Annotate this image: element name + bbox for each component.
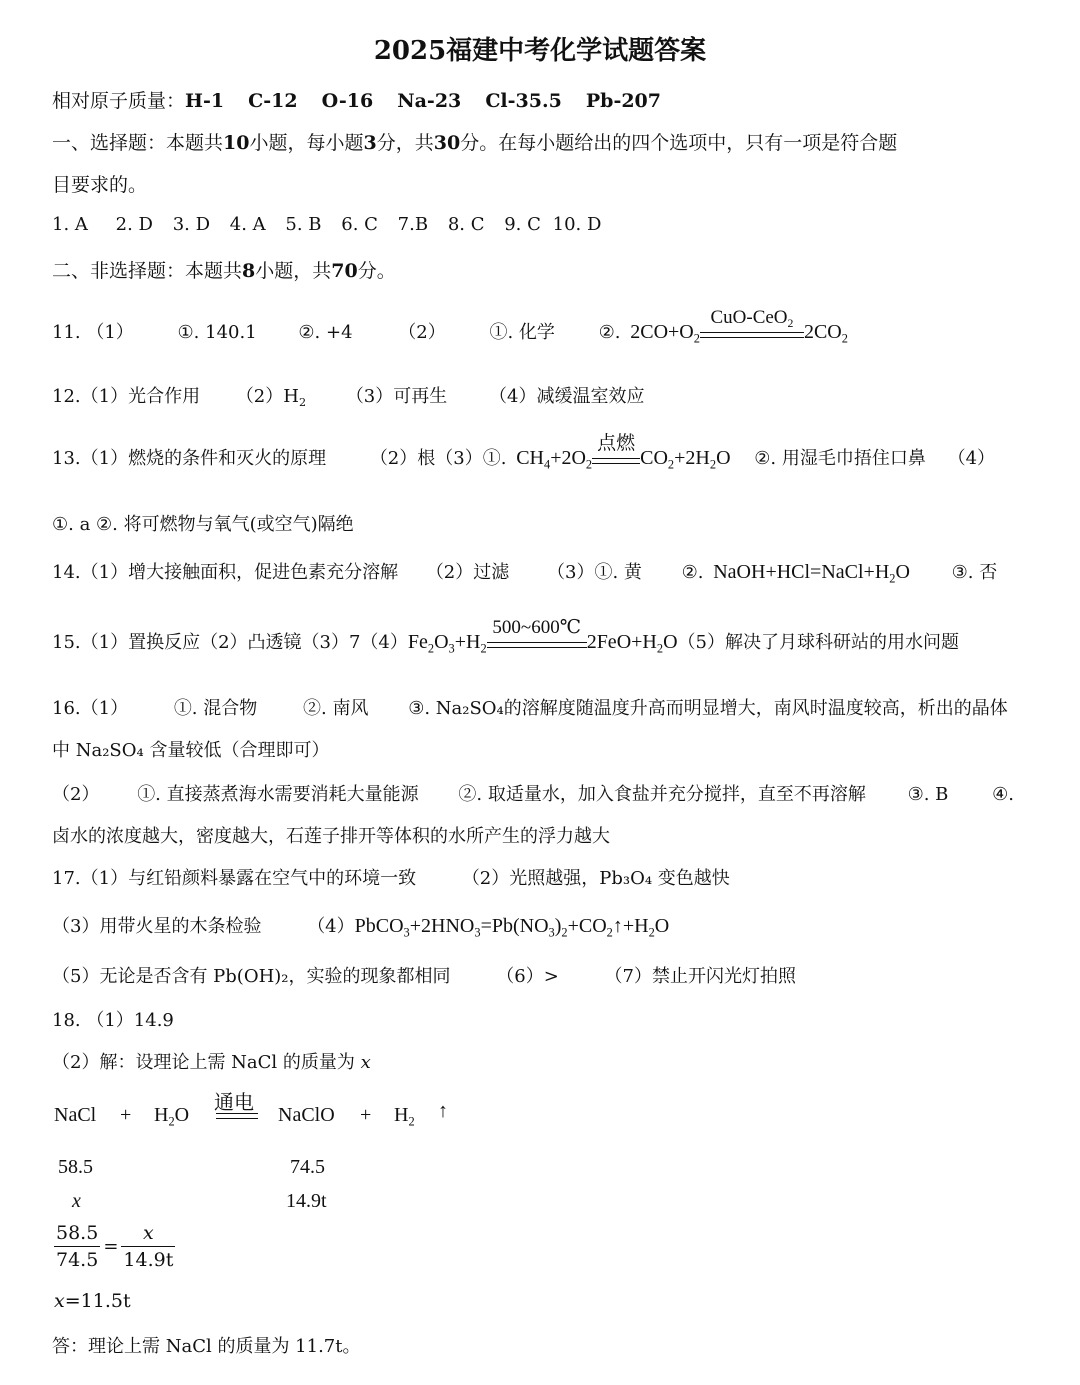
q13-equation (516, 433, 731, 472)
q18-mass-naclo: 74.5 (290, 1156, 325, 1178)
q13-eq-d-sub: 2 (709, 457, 717, 472)
q17-line2 (52, 912, 669, 938)
q18-var-value: 14.9t (286, 1190, 327, 1212)
q17-line1 (52, 864, 730, 890)
answer-10: 10. D (552, 214, 602, 235)
q18-eq-water-o: O (174, 1104, 190, 1126)
q13-condition (592, 433, 640, 470)
q11-condition-text (710, 307, 793, 329)
q17-g: （7）禁止开闪光灯拍照 (604, 966, 796, 987)
q11-prefix: 11. （1） (52, 322, 134, 343)
q18-final-answer: 答：理论上需 NaCl 的质量为 11.7t。 (52, 1336, 361, 1357)
q15-line (52, 617, 959, 656)
q13-eq-d: +2H (674, 447, 710, 469)
q13-eq-a-sub: 4 (543, 457, 551, 472)
section1-each: 3 (363, 132, 377, 154)
q12-b-sub: 2 (298, 395, 307, 409)
atomic-mass-h: H-1 (185, 90, 225, 112)
q16-line2: 中 Na₂SO₄ 含量较低（合理即可） (52, 740, 330, 761)
q13-b: （2）根（3）①. (369, 448, 507, 469)
q11-eq-right: 2CO (803, 321, 842, 343)
gas-up-arrow-icon: ↑ (612, 915, 623, 937)
q17-eq-e: +CO (567, 915, 607, 937)
q17-eq-d-sub: 2 (561, 925, 568, 940)
q14-a: 14.（1）增大接触面积，促进色素充分溶解 (52, 562, 399, 583)
q18-f1-num: 58.5 (54, 1222, 100, 1247)
q13-line (52, 433, 996, 472)
q15-eq-c-sub: 2 (480, 641, 487, 656)
answer-4: 4. A (229, 214, 266, 235)
q16-line4: 卤水的浓度越大，密度越大，石莲子排开等体积的水所产生的浮力越大 (52, 826, 610, 847)
q11-p4: ②. (598, 322, 621, 343)
q18-fraction-2 (121, 1222, 175, 1271)
section2-count: 8 (242, 260, 256, 282)
q18-fraction-1 (54, 1222, 100, 1271)
gas-up-arrow-icon: ↑ (438, 1100, 448, 1122)
q18-b-line (52, 1048, 371, 1074)
q11-cond-sub: 2 (787, 317, 794, 331)
q15-equation (407, 617, 678, 656)
section1-header-c: 分，共 (376, 132, 434, 154)
q15-condition-text: 500~600℃ (492, 617, 581, 638)
q14-b: （2）过滤 (425, 562, 510, 583)
q18-eq-hydrogen-h: H (394, 1104, 409, 1126)
q17-eq-b: +2HNO (409, 915, 475, 937)
q13-d: （4） (947, 448, 996, 469)
q16-line3 (52, 780, 1014, 806)
q13-eq-c: CO (640, 447, 668, 469)
q15-a: 15.（1）置换反应（2）凸透镜（3）7（4） (52, 632, 408, 653)
q16-p2-a: （2） (52, 784, 100, 805)
q13-eq-b-sub: 2 (585, 457, 593, 472)
q17-a: 17.（1）与红铅颜料暴露在空气中的环境一致 (52, 868, 417, 889)
q11-p3: ①. 化学 (489, 322, 555, 343)
section2-header (52, 256, 396, 283)
q18-a: 18. （1）14.9 (52, 1010, 174, 1031)
q15-eq-a-sub: 2 (427, 641, 435, 656)
q18-eq-water (154, 1104, 189, 1127)
q18-eq-plus2: + (360, 1104, 372, 1126)
q18-result-value: =11.5t (64, 1290, 131, 1312)
answer-3: 3. D (172, 214, 211, 235)
q17-e: （5）无论是否含有 Pb(OH)₂，实验的现象都相同 (52, 966, 451, 987)
q17-eq-d: ) (554, 915, 562, 937)
q15-condition (487, 617, 587, 654)
q11-cond-label: CuO-CeO (710, 307, 788, 328)
q17-eq-f: +H (622, 915, 649, 937)
q11-eq-right-sub: 2 (841, 331, 848, 346)
atomic-mass-label: 相对原子质量： (52, 90, 186, 112)
q17-eq-e-sub: 2 (606, 925, 613, 940)
answer-6: 6. C (341, 214, 378, 235)
choice-answers (52, 214, 601, 235)
q18-b-var: x (360, 1052, 371, 1073)
section2-header-a: 二、非选择题：本题共 (52, 260, 243, 282)
q14-line (52, 558, 997, 584)
q18-b: （2）解：设理论上需 NaCl 的质量为 (52, 1052, 355, 1073)
q17-b: （2）光照越强，Pb₃O₄ 变色越快 (461, 868, 730, 889)
q18-eq-hydrogen-sub: 2 (408, 1114, 415, 1129)
answer-1: 1. A (52, 214, 88, 235)
answer-2: 2. D (115, 214, 153, 235)
q16-p2-c: ②. 取适量水，加入食盐并充分搅拌，直至不再溶解 (458, 784, 866, 805)
q17-eq-b-sub: 3 (474, 925, 481, 940)
q17-eq-a-sub: 3 (403, 925, 410, 940)
q11-eq-left: 2CO+O (630, 321, 694, 343)
section1-header (52, 128, 897, 155)
q13-eq-c-sub: 2 (667, 457, 675, 472)
q12-b-text: （2）H (235, 386, 299, 407)
q11-equals-bars (700, 332, 804, 338)
q13-c: ②. 用湿毛巾捂住口鼻 (754, 448, 926, 469)
q16-c: ②. 南风 (303, 698, 369, 719)
answer-7: 7.B (397, 214, 429, 235)
q14-e: ③. 否 (951, 562, 998, 583)
q18-eq-hydrogen (394, 1104, 415, 1127)
q16-line1 (52, 694, 1008, 720)
q13-eq-a: CH (516, 447, 544, 469)
q17-eq-a: PbCO (354, 915, 404, 937)
q18-eq-nacl: NaCl (54, 1104, 97, 1126)
q13-a: 13.（1）燃烧的条件和灭火的原理 (52, 448, 327, 469)
q13-line2: ①. a ②. 将可燃物与氧气(或空气)隔绝 (52, 514, 354, 535)
section1-header-b: 小题，每小题 (249, 132, 364, 154)
q16-d: ③. Na₂SO₄的溶解度随温度升高而明显增大，南风时温度较高，析出的晶体 (408, 698, 1008, 719)
answer-8: 8. C (447, 214, 485, 235)
q11-p2: ②. +4 (298, 322, 353, 343)
atomic-mass-c: C-12 (248, 90, 298, 112)
q15-eq-c: +H (454, 631, 481, 653)
q11-line (52, 307, 848, 346)
atomic-mass-o: O-16 (321, 90, 374, 112)
q18-result-var: x (54, 1290, 65, 1312)
q13-eq-b: +2O (550, 447, 586, 469)
q11-part2: （2） (398, 322, 446, 343)
q18-f2-num: x (121, 1222, 175, 1247)
q14-d: ②. (681, 562, 704, 583)
q18-proportion (54, 1222, 175, 1271)
q18-eq-water-sub: 2 (168, 1114, 175, 1129)
q15-eq-e: O (663, 631, 678, 653)
q18-mass-nacl: 58.5 (58, 1156, 93, 1178)
q12-d: （4）减缓温室效应 (489, 386, 645, 407)
q15-eq-d-sub: 2 (656, 641, 664, 656)
q14-eq-end: O (895, 561, 910, 583)
section2-total: 70 (331, 260, 358, 282)
q16-p2-b: ①. 直接蒸煮海水需要消耗大量能源 (137, 784, 419, 805)
q15-eq-b-sub: 3 (448, 641, 455, 656)
atomic-mass-na: Na-23 (397, 90, 462, 112)
q16-p2-e: ④. (992, 784, 1014, 805)
q17-c: （3）用带火星的木条检验 (52, 916, 262, 937)
q17-eq-g: O (654, 915, 670, 937)
section2-header-b: 小题，共 (255, 260, 332, 282)
q17-eq-c-sub: 3 (548, 925, 555, 940)
q18-cond-text: 通电 (214, 1090, 254, 1114)
q12-c: （3）可再生 (345, 386, 448, 407)
section2-header-c: 分。 (357, 260, 396, 282)
q11-eq-left-sub: 2 (693, 331, 700, 346)
section1-header-cont: 目要求的。 (52, 174, 148, 196)
q18-var-x: x (72, 1190, 81, 1212)
atomic-mass-pb: Pb-207 (585, 90, 661, 112)
q18-f2-den: 14.9t (123, 1249, 174, 1271)
q12-line (52, 382, 644, 408)
q12-b (236, 386, 306, 407)
q14-eq-sub: 2 (889, 571, 896, 586)
page-title: 2025福建中考化学试题答案 (373, 36, 707, 66)
q14-c: （3）①. 黄 (547, 562, 642, 583)
q17-d: （4） (307, 916, 355, 937)
q14-equation (713, 561, 910, 586)
q18-eqsign: = (103, 1236, 119, 1257)
q12-a: 12.（1）光合作用 (52, 386, 201, 407)
q18-result (54, 1290, 131, 1312)
q15-eq-a: Fe (407, 631, 428, 653)
q11-equation (630, 307, 848, 346)
q16-b: ①. 混合物 (173, 698, 258, 719)
q18-eq-water-h: H (154, 1104, 169, 1126)
q17-line3 (52, 962, 796, 988)
section1-header-d: 分。在每小题给出的四个选项中，只有一项是符合题 (460, 132, 898, 154)
q13-condition-text: 点燃 (597, 433, 636, 454)
q17-eq-f-sub: 2 (648, 925, 655, 940)
q16-p2-d: ③. B (907, 784, 949, 805)
q17-equation (354, 915, 670, 940)
q18-f1-den: 74.5 (56, 1249, 99, 1271)
q15-b: （5）解决了月球科研站的用水问题 (677, 632, 959, 653)
q13-eq-e: O (716, 447, 731, 469)
q16-a: 16.（1） (52, 698, 129, 719)
q11-condition (700, 307, 804, 344)
q18-equals-bars (216, 1113, 258, 1119)
answer-5: 5. B (285, 214, 322, 235)
q14-eq: NaOH+HCl=NaCl+H (713, 561, 890, 583)
atomic-mass-line (52, 86, 661, 113)
section1-count: 10 (223, 132, 250, 154)
q13-equals-bars (592, 458, 640, 464)
q18-eq-naclo: NaClO (278, 1104, 335, 1126)
q11-p1: ①. 140.1 (177, 322, 257, 343)
q15-eq-b: O (434, 631, 449, 653)
q17-f: （6）> (496, 966, 559, 987)
q15-equals-bars (487, 642, 587, 648)
section1-header-a: 一、选择题：本题共 (52, 132, 224, 154)
section1-total: 30 (433, 132, 461, 154)
atomic-mass-cl: Cl-35.5 (485, 90, 562, 112)
answer-9: 9. C (504, 214, 541, 235)
q15-eq-d: 2FeO+H (586, 631, 657, 653)
q17-eq-c: =Pb(NO (480, 915, 549, 937)
q18-eq-plus1: + (120, 1104, 132, 1126)
